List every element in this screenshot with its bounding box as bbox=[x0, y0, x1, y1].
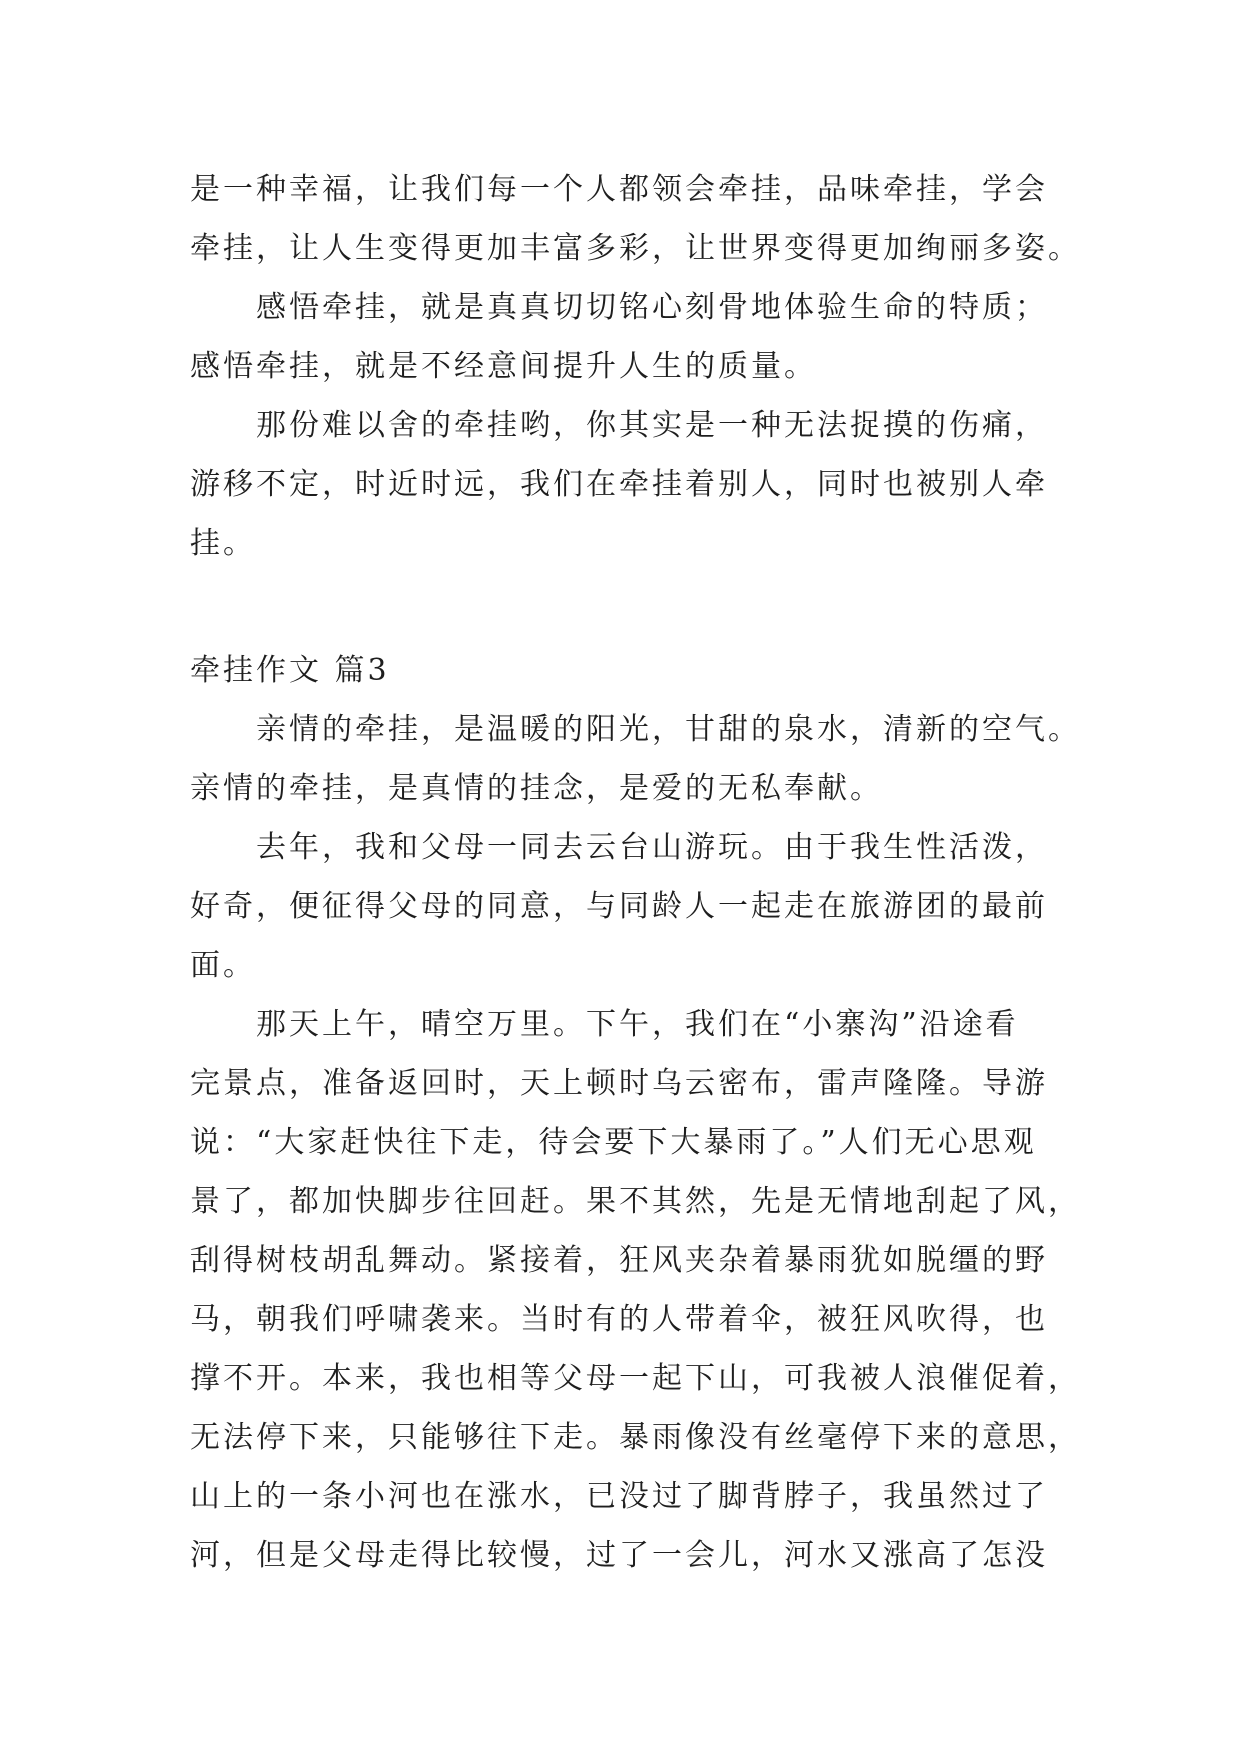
document-body bbox=[190, 160, 1081, 1585]
paragraph-line: 面。 bbox=[190, 948, 256, 983]
paragraph-line: 好奇，便征得父母的同意，与同龄人一起走在旅游团的最前 bbox=[190, 889, 1048, 924]
paragraph-line: 河，但是父母走得比较慢，过了一会儿，河水又涨高了怎没 bbox=[190, 1538, 1048, 1573]
paragraph-line: 是一种幸福，让我们每一个人都领会牵挂，品味牵挂，学会 bbox=[190, 172, 1048, 207]
paragraph-line: 亲情的牵挂，是真情的挂念，是爱的无私奉献。 bbox=[190, 771, 883, 806]
paragraph-line: 那天上午，晴空万里。下午，我们在“小寨沟”沿途看 bbox=[256, 1007, 1019, 1042]
paragraph-line: 撑不开。本来，我也相等父母一起下山，可我被人浪催促着， bbox=[190, 1361, 1081, 1396]
paragraph-line: 那份难以舍的牵挂哟，你其实是一种无法捉摸的伤痛， bbox=[256, 408, 1048, 443]
paragraph-line: 挂。 bbox=[190, 526, 256, 561]
paragraph-line: 去年，我和父母一同去云台山游玩。由于我生性活泼， bbox=[256, 830, 1048, 865]
paragraph-line: 山上的一条小河也在涨水，已没过了脚背脖子，我虽然过了 bbox=[190, 1479, 1048, 1514]
paragraph-line: 刮得树枝胡乱舞动。紧接着，狂风夹杂着暴雨犹如脱缰的野 bbox=[190, 1243, 1048, 1278]
paragraph-line: 感悟牵挂，就是真真切切铭心刻骨地体验生命的特质； bbox=[256, 290, 1048, 325]
paragraph-line: 亲情的牵挂，是温暖的阳光，甘甜的泉水，清新的空气。 bbox=[256, 712, 1081, 747]
section-heading: 牵挂作文 篇3 bbox=[190, 653, 390, 688]
section-spacer bbox=[190, 573, 1070, 641]
paragraph-line: 无法停下来，只能够往下走。暴雨像没有丝毫停下来的意思， bbox=[190, 1420, 1081, 1455]
paragraph-line: 游移不定，时近时远，我们在牵挂着别人，同时也被别人牵 bbox=[190, 467, 1048, 502]
paragraph-line: 景了，都加快脚步往回赶。果不其然，先是无情地刮起了风， bbox=[190, 1184, 1081, 1219]
paragraph-line: 牵挂，让人生变得更加丰富多彩，让世界变得更加绚丽多姿。 bbox=[190, 231, 1081, 266]
paragraph-line: 完景点，准备返回时，天上顿时乌云密布，雷声隆隆。导游 bbox=[190, 1066, 1048, 1101]
paragraph-line: 说：“大家赶快往下走，待会要下大暴雨了。”人们无心思观 bbox=[190, 1125, 1037, 1160]
paragraph-line: 感悟牵挂，就是不经意间提升人生的质量。 bbox=[190, 349, 817, 384]
paragraph-line: 马，朝我们呼啸袭来。当时有的人带着伞，被狂风吹得，也 bbox=[190, 1302, 1048, 1337]
